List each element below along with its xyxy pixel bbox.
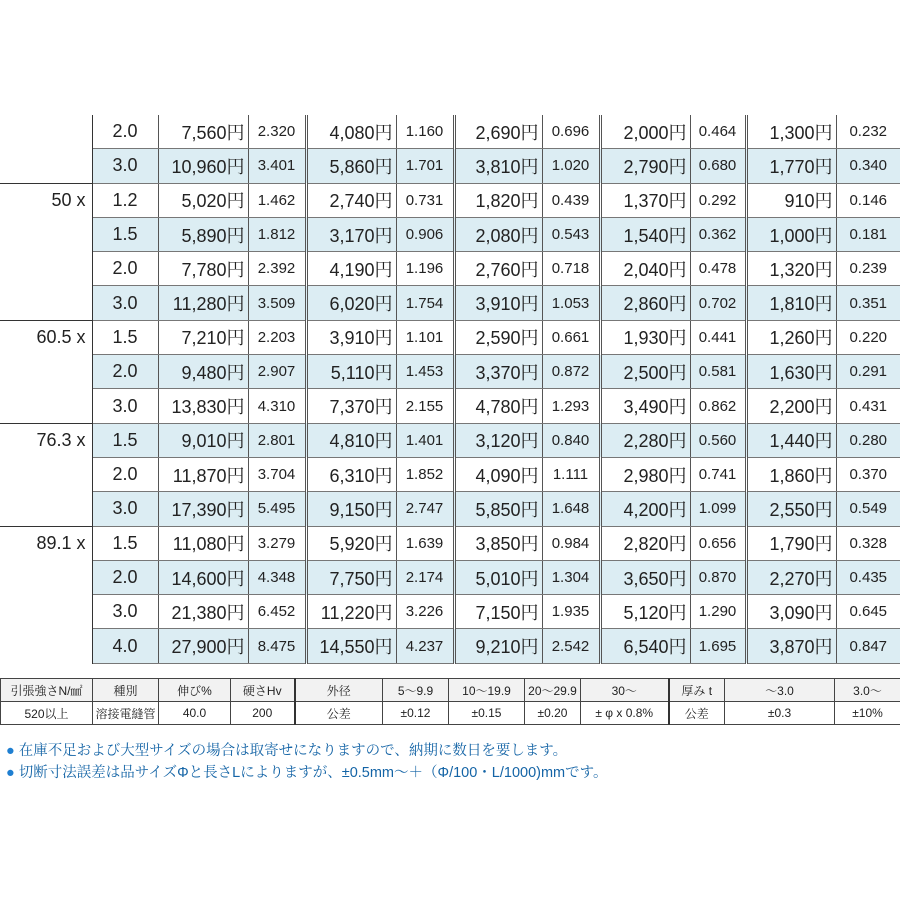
price-cell: 2,500円 [600,355,690,389]
weight-cell: 1.935 [542,595,600,629]
price-cell: 1,860円 [746,457,836,491]
thickness-cell: 1.5 [92,526,158,560]
price-cell: 3,810円 [454,149,542,183]
price-cell: 1,440円 [746,423,836,457]
weight-cell: 0.291 [836,355,900,389]
spec-value-thick-range-2: ±10% [835,702,900,725]
weight-cell: 0.741 [690,457,746,491]
weight-cell: 2.155 [396,389,454,423]
spec-value-range-1: ±0.12 [383,702,449,725]
weight-cell: 0.351 [836,286,900,320]
price-cell: 2,820円 [600,526,690,560]
price-cell: 1,300円 [746,115,836,149]
table-row [0,526,900,560]
spec-header-tensile: 引張強さN/㎟ [1,679,93,702]
price-cell: 21,380円 [158,595,248,629]
weight-cell: 0.872 [542,355,600,389]
weight-cell: 1.304 [542,560,600,594]
price-cell: 910円 [746,183,836,217]
price-cell: 2,270円 [746,560,836,594]
thickness-cell: 3.0 [92,389,158,423]
price-cell: 1,260円 [746,320,836,354]
weight-cell: 0.560 [690,423,746,457]
spec-value-type: 溶接電縫管 [93,702,159,725]
spec-header-outer-diameter: 外径 [295,679,383,702]
weight-cell: 1.111 [542,457,600,491]
spec-header-range-4: 30〜 [581,679,669,702]
price-cell: 1,930円 [600,320,690,354]
weight-cell: 1.648 [542,492,600,526]
price-cell: 4,080円 [306,115,396,149]
thickness-cell: 3.0 [92,286,158,320]
note-stock-text: 在庫不足および大型サイズの場合は取寄せになりますので、納期に数日を要します。 [18,743,568,759]
thickness-cell: 2.0 [92,252,158,286]
spec-value-tensile: 520以上 [1,702,93,725]
spec-header-thick-range-2: 3.0〜 [835,679,900,702]
price-cell: 13,830円 [158,389,248,423]
weight-cell: 1.196 [396,252,454,286]
thickness-cell: 1.5 [92,320,158,354]
weight-cell: 0.435 [836,560,900,594]
spec-value-thickness-tolerance-label: 公差 [669,702,725,725]
price-cell: 5,020円 [158,183,248,217]
weight-cell: 3.279 [248,526,306,560]
price-cell: 2,860円 [600,286,690,320]
weight-cell: 5.495 [248,492,306,526]
weight-cell: 4.348 [248,560,306,594]
weight-cell: 1.401 [396,423,454,457]
price-cell: 17,390円 [158,492,248,526]
price-cell: 2,690円 [454,115,542,149]
weight-cell: 0.645 [836,595,900,629]
size-cell: 50 x [0,183,92,217]
thickness-cell: 3.0 [92,595,158,629]
weight-cell: 0.431 [836,389,900,423]
price-cell: 7,370円 [306,389,396,423]
table-row [0,252,900,286]
weight-cell: 0.581 [690,355,746,389]
note-stock [6,740,896,762]
price-cell: 2,590円 [454,320,542,354]
table-row [0,355,900,389]
spec-header-range-2: 10〜19.9 [449,679,525,702]
weight-cell: 1.453 [396,355,454,389]
bullet-icon: ● [6,765,15,781]
price-cell: 4,200円 [600,492,690,526]
weight-cell: 3.509 [248,286,306,320]
price-cell: 6,310円 [306,457,396,491]
weight-cell: 3.401 [248,149,306,183]
weight-cell: 2.320 [248,115,306,149]
thickness-cell: 1.5 [92,423,158,457]
weight-cell: 0.847 [836,629,900,663]
weight-cell: 0.181 [836,217,900,251]
weight-cell: 0.906 [396,217,454,251]
size-cell [0,149,92,183]
price-cell: 6,540円 [600,629,690,663]
note-cutting-text: 切断寸法誤差は品サイズΦと長さLによりますが、±0.5mm〜＋（Φ/100・L/1000)mmです。 [18,765,608,781]
thickness-cell: 2.0 [92,355,158,389]
weight-cell: 2.174 [396,560,454,594]
price-cell: 4,810円 [306,423,396,457]
table-row [0,560,900,594]
spec-value-hardness: 200 [231,702,295,725]
size-cell [0,115,92,149]
price-cell: 5,890円 [158,217,248,251]
table-row [0,286,900,320]
price-cell: 6,020円 [306,286,396,320]
price-cell: 3,090円 [746,595,836,629]
weight-cell: 4.237 [396,629,454,663]
weight-cell: 0.680 [690,149,746,183]
price-cell: 1,790円 [746,526,836,560]
spec-value-row [1,702,900,725]
spec-header-thick-range-1: 〜3.0 [725,679,835,702]
price-cell: 11,870円 [158,457,248,491]
spec-value-range-4: ± φ x 0.8% [581,702,669,725]
price-cell: 3,850円 [454,526,542,560]
table-row [0,149,900,183]
weight-cell: 0.702 [690,286,746,320]
size-cell [0,492,92,526]
thickness-cell: 2.0 [92,115,158,149]
price-cell: 5,850円 [454,492,542,526]
weight-cell: 1.812 [248,217,306,251]
size-cell [0,595,92,629]
price-cell: 2,040円 [600,252,690,286]
price-cell: 2,790円 [600,149,690,183]
weight-cell: 0.656 [690,526,746,560]
weight-cell: 1.053 [542,286,600,320]
price-cell: 2,550円 [746,492,836,526]
price-cell: 1,630円 [746,355,836,389]
thickness-cell: 3.0 [92,492,158,526]
spec-value-tolerance-label: 公差 [295,702,383,725]
weight-cell: 1.639 [396,526,454,560]
price-cell: 7,750円 [306,560,396,594]
weight-cell: 1.099 [690,492,746,526]
weight-cell: 3.704 [248,457,306,491]
thickness-cell: 1.5 [92,217,158,251]
weight-cell: 2.747 [396,492,454,526]
spec-header-range-1: 5〜9.9 [383,679,449,702]
weight-cell: 0.340 [836,149,900,183]
price-cell: 1,370円 [600,183,690,217]
spec-table [0,678,900,725]
price-cell: 5,120円 [600,595,690,629]
spec-header-elongation: 伸び% [159,679,231,702]
size-cell [0,389,92,423]
price-cell: 2,000円 [600,115,690,149]
weight-cell: 0.984 [542,526,600,560]
weight-cell: 0.840 [542,423,600,457]
weight-cell: 1.293 [542,389,600,423]
weight-cell: 0.280 [836,423,900,457]
weight-cell: 0.370 [836,457,900,491]
size-cell [0,252,92,286]
table-row [0,457,900,491]
price-cell: 5,110円 [306,355,396,389]
spec-header-range-3: 20〜29.9 [525,679,581,702]
table-row [0,320,900,354]
weight-cell: 1.462 [248,183,306,217]
price-cell: 3,120円 [454,423,542,457]
price-cell: 9,150円 [306,492,396,526]
table-row [0,492,900,526]
price-cell: 7,560円 [158,115,248,149]
price-cell: 7,150円 [454,595,542,629]
weight-cell: 0.362 [690,217,746,251]
weight-cell: 1.754 [396,286,454,320]
size-cell [0,457,92,491]
price-cell: 2,200円 [746,389,836,423]
spec-header-thickness: 厚み t [669,679,725,702]
price-cell: 3,490円 [600,389,690,423]
weight-cell: 0.441 [690,320,746,354]
weight-cell: 0.464 [690,115,746,149]
weight-cell: 1.695 [690,629,746,663]
weight-cell: 0.718 [542,252,600,286]
price-cell: 4,780円 [454,389,542,423]
weight-cell: 0.870 [690,560,746,594]
price-cell: 2,280円 [600,423,690,457]
price-cell: 14,550円 [306,629,396,663]
price-cell: 1,540円 [600,217,690,251]
weight-cell: 0.696 [542,115,600,149]
price-cell: 7,780円 [158,252,248,286]
note-cutting [6,762,896,784]
weight-cell: 0.661 [542,320,600,354]
table-row [0,217,900,251]
price-cell: 2,760円 [454,252,542,286]
price-cell: 4,190円 [306,252,396,286]
price-cell: 10,960円 [158,149,248,183]
price-cell: 1,770円 [746,149,836,183]
spec-header-row [1,679,900,702]
table-row [0,389,900,423]
weight-cell: 0.549 [836,492,900,526]
bullet-icon: ● [6,743,15,759]
size-cell [0,560,92,594]
price-cell: 4,090円 [454,457,542,491]
weight-cell: 0.146 [836,183,900,217]
thickness-cell: 2.0 [92,560,158,594]
weight-cell: 1.020 [542,149,600,183]
price-cell: 1,820円 [454,183,542,217]
thickness-cell: 1.2 [92,183,158,217]
price-cell: 9,210円 [454,629,542,663]
table-row [0,423,900,457]
price-cell: 3,870円 [746,629,836,663]
price-cell: 2,740円 [306,183,396,217]
size-cell: 76.3 x [0,423,92,457]
weight-cell: 0.292 [690,183,746,217]
price-cell: 11,280円 [158,286,248,320]
weight-cell: 0.328 [836,526,900,560]
table-row [0,595,900,629]
spec-value-range-3: ±0.20 [525,702,581,725]
weight-cell: 1.101 [396,320,454,354]
price-cell: 1,810円 [746,286,836,320]
price-cell: 11,080円 [158,526,248,560]
price-cell: 1,320円 [746,252,836,286]
price-cell: 5,920円 [306,526,396,560]
weight-cell: 2.392 [248,252,306,286]
price-table [0,115,900,664]
price-cell: 11,220円 [306,595,396,629]
thickness-cell: 3.0 [92,149,158,183]
size-cell [0,629,92,663]
price-cell: 3,170円 [306,217,396,251]
weight-cell: 0.439 [542,183,600,217]
weight-cell: 1.852 [396,457,454,491]
size-cell [0,355,92,389]
price-cell: 14,600円 [158,560,248,594]
weight-cell: 0.731 [396,183,454,217]
price-cell: 5,010円 [454,560,542,594]
price-cell: 9,480円 [158,355,248,389]
weight-cell: 2.907 [248,355,306,389]
spec-value-range-2: ±0.15 [449,702,525,725]
table-row [0,183,900,217]
weight-cell: 0.239 [836,252,900,286]
price-cell: 3,650円 [600,560,690,594]
weight-cell: 1.701 [396,149,454,183]
price-cell: 3,910円 [306,320,396,354]
table-row [0,629,900,663]
weight-cell: 0.543 [542,217,600,251]
price-cell: 5,860円 [306,149,396,183]
spec-value-elongation: 40.0 [159,702,231,725]
price-cell: 2,980円 [600,457,690,491]
weight-cell: 6.452 [248,595,306,629]
weight-cell: 0.478 [690,252,746,286]
weight-cell: 0.862 [690,389,746,423]
price-cell: 3,910円 [454,286,542,320]
price-cell: 7,210円 [158,320,248,354]
size-cell: 89.1 x [0,526,92,560]
price-cell: 9,010円 [158,423,248,457]
size-cell: 60.5 x [0,320,92,354]
price-cell: 1,000円 [746,217,836,251]
thickness-cell: 4.0 [92,629,158,663]
weight-cell: 0.232 [836,115,900,149]
table-row [0,115,900,149]
thickness-cell: 2.0 [92,457,158,491]
weight-cell: 2.203 [248,320,306,354]
spec-header-hardness: 硬さHv [231,679,295,702]
size-cell [0,286,92,320]
price-cell: 3,370円 [454,355,542,389]
price-table-body [0,115,900,663]
weight-cell: 1.160 [396,115,454,149]
notes [6,740,896,784]
weight-cell: 2.542 [542,629,600,663]
weight-cell: 1.290 [690,595,746,629]
spec-value-thick-range-1: ±0.3 [725,702,835,725]
spec-header-type: 種別 [93,679,159,702]
price-cell: 27,900円 [158,629,248,663]
weight-cell: 2.801 [248,423,306,457]
size-cell [0,217,92,251]
weight-cell: 4.310 [248,389,306,423]
weight-cell: 3.226 [396,595,454,629]
price-cell: 2,080円 [454,217,542,251]
weight-cell: 8.475 [248,629,306,663]
weight-cell: 0.220 [836,320,900,354]
